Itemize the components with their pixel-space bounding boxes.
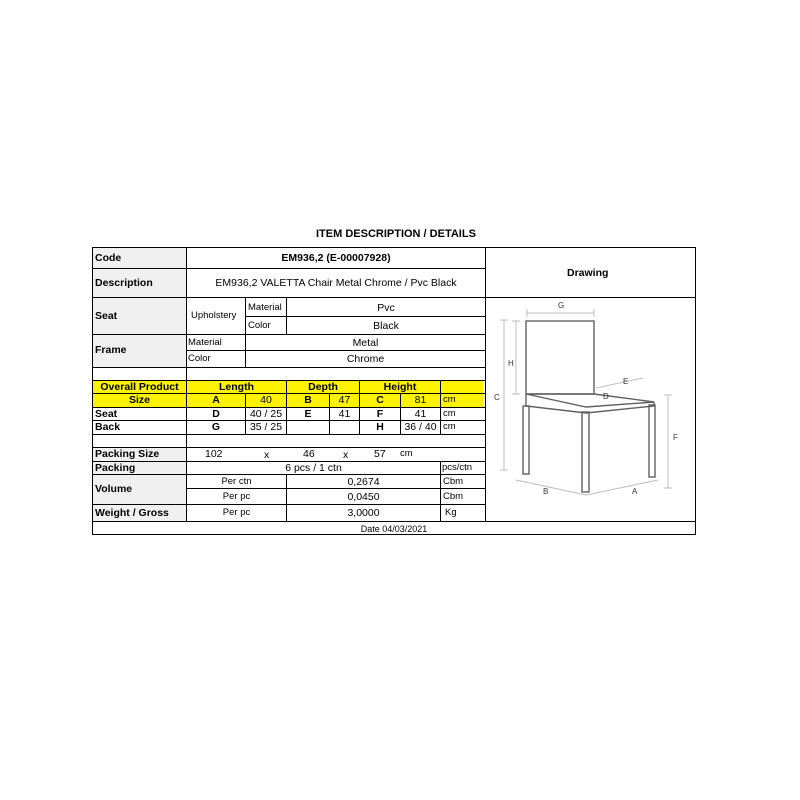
- overall-size-label-2: Size: [128, 394, 150, 406]
- drawing-letter-a: A: [632, 487, 638, 496]
- seat-dims-label: Seat: [95, 408, 118, 420]
- seat-label: Seat: [95, 310, 118, 322]
- dim-b-letter: B: [304, 394, 312, 406]
- dim-f-value: 41: [414, 408, 427, 420]
- volume-label: Volume: [95, 483, 133, 495]
- depth-header: Depth: [308, 381, 338, 393]
- description-value: EM936,2 VALETTA Chair Metal Chrome / Pvc Black: [215, 277, 457, 289]
- dim-b-value: 47: [338, 394, 351, 406]
- seat-material-label: Material: [248, 302, 282, 313]
- packing-value: 6 pcs / 1 ctn: [285, 462, 342, 474]
- packing-unit: pcs/ctn: [442, 462, 473, 473]
- drawing-letter-b: B: [543, 487, 549, 496]
- overall-unit: cm: [443, 394, 456, 405]
- dim-c-letter: C: [376, 394, 384, 406]
- drawing-letter-f: F: [673, 433, 678, 442]
- drawing-letter-h: H: [508, 359, 514, 368]
- weight-label: Weight / Gross: [95, 507, 169, 519]
- seat-dims-unit: cm: [443, 408, 456, 419]
- volume-per-ctn-label: Per ctn: [221, 476, 252, 487]
- packing-size-height: 57: [374, 448, 386, 460]
- weight-unit: Kg: [445, 507, 457, 518]
- chair-drawing: [486, 298, 695, 520]
- dim-a-value: 40: [260, 394, 272, 406]
- volume-per-ctn-unit: Cbm: [443, 476, 464, 487]
- seat-material-value: Pvc: [377, 302, 395, 314]
- date: Date 04/03/2021: [360, 524, 428, 534]
- drawing-letter-c: C: [494, 393, 500, 402]
- dim-e-value: 41: [338, 408, 351, 420]
- volume-per-pc-label: Per pc: [222, 491, 251, 502]
- dim-d-value: 40 / 25: [249, 408, 283, 420]
- weight-value: 3,0000: [347, 507, 380, 519]
- volume-per-pc-unit: Cbm: [443, 491, 464, 502]
- description-label: Description: [95, 277, 153, 289]
- packing-size-x2: x: [343, 449, 349, 461]
- length-header: Length: [219, 381, 254, 393]
- frame-material-label: Material: [188, 337, 222, 348]
- frame-label: Frame: [95, 344, 127, 356]
- dim-f-letter: F: [376, 408, 384, 420]
- frame-color-value: Chrome: [346, 353, 385, 365]
- dim-d-letter: D: [212, 408, 220, 420]
- drawing-letter-d: D: [603, 392, 609, 401]
- dim-g-letter: G: [211, 421, 221, 433]
- volume-per-ctn-value: 0,2674: [347, 476, 380, 488]
- dim-c-value: 81: [414, 394, 427, 406]
- dim-h-letter: H: [376, 421, 384, 433]
- back-dims-unit: cm: [443, 421, 456, 432]
- seat-upholstery-label: Upholstery: [191, 310, 237, 321]
- height-header: Height: [383, 381, 417, 393]
- packing-size-label: Packing Size: [95, 448, 160, 460]
- page-title: ITEM DESCRIPTION / DETAILS: [316, 228, 476, 240]
- packing-size-width: 46: [303, 448, 315, 460]
- overall-size-label-1: Overall Product: [100, 381, 179, 393]
- drawing-label: Drawing: [567, 267, 609, 279]
- packing-label: Packing: [95, 462, 136, 474]
- packing-size-x1: x: [264, 449, 270, 461]
- dim-a-letter: A: [212, 394, 220, 406]
- frame-color-label: Color: [188, 353, 211, 364]
- drawing-letter-g: G: [558, 301, 565, 310]
- code-value: EM936,2 (E-00007928): [281, 252, 391, 264]
- drawing-letter-e: E: [623, 377, 629, 386]
- back-dims-label: Back: [95, 421, 121, 433]
- code-label: Code: [95, 252, 122, 264]
- volume-per-pc-value: 0,0450: [347, 491, 380, 503]
- dim-e-letter: E: [304, 408, 312, 420]
- seat-color-label: Color: [248, 320, 271, 331]
- packing-size-length: 102: [205, 448, 223, 460]
- dim-h-value: 36 / 40: [404, 421, 437, 433]
- weight-per-pc-label: Per pc: [222, 507, 251, 518]
- dim-g-value: 35 / 25: [249, 421, 283, 433]
- frame-material-value: Metal: [352, 337, 379, 349]
- seat-color-value: Black: [373, 320, 399, 332]
- packing-size-unit: cm: [400, 448, 413, 459]
